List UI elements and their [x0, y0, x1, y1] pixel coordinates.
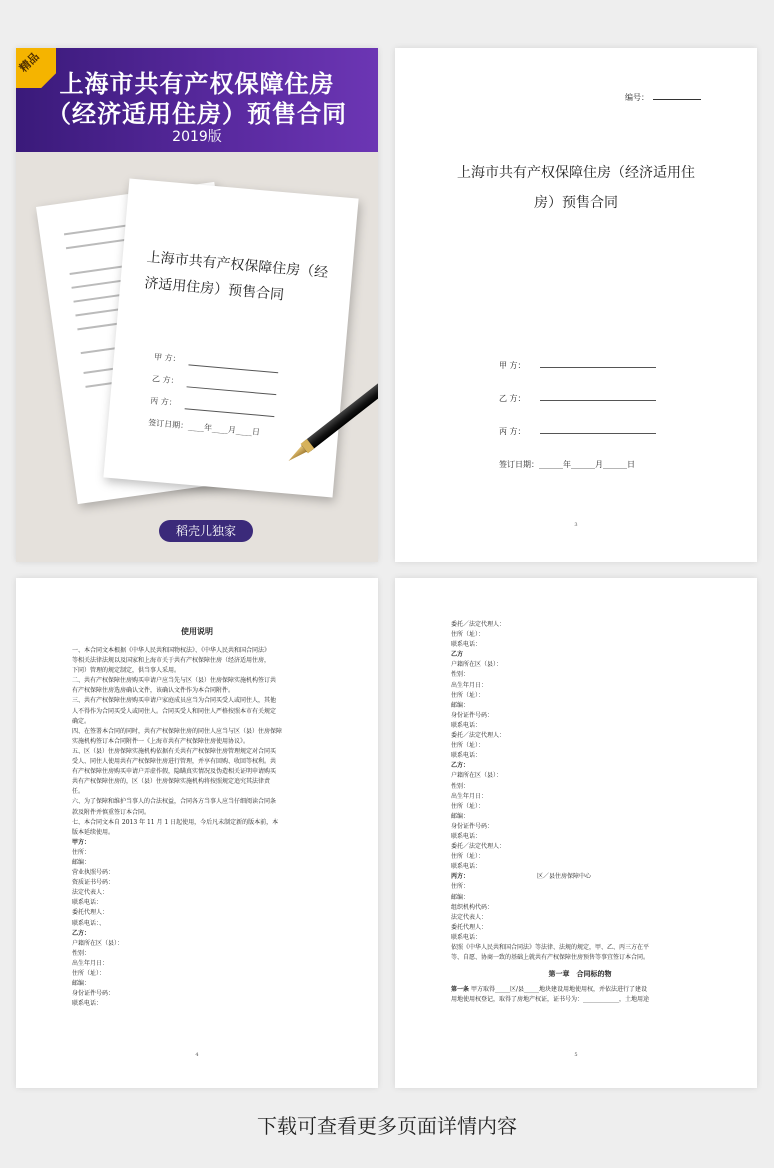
party-field: 资质证书号码： — [72, 879, 115, 887]
party-field: 住所（址）： — [451, 802, 485, 810]
party-field: 联系电话： — [451, 641, 482, 649]
instruction-line: 任。 — [72, 788, 85, 796]
party-field: 法定代表人： — [72, 889, 109, 897]
cover-banner — [16, 48, 378, 152]
party-field: 出生年月日： — [72, 959, 109, 967]
paper-doc-title: 上海市共有产权保障住房（经济适用住房）预售合同 — [143, 249, 329, 304]
party-field: 性别： — [451, 671, 470, 679]
party-b-line: 乙 方： — [499, 393, 656, 404]
download-prompt: 下载可查看更多页面详情内容 — [257, 1114, 517, 1138]
party-field: 住所（址）： — [451, 853, 485, 861]
front-paper-illustration — [103, 179, 358, 498]
party-c-row: 丙方： 区／县住房保障中心 — [451, 873, 592, 881]
party-field: 住所（址）： — [451, 631, 485, 639]
instruction-line: 一、本合同文本根据《中华人民共和国物权法》、《中华人民共和国合同法》 — [72, 647, 271, 654]
paper-party-a: 甲 方： — [154, 351, 279, 373]
party-field: 性别： — [72, 949, 91, 957]
party-field: 性别： — [451, 782, 470, 790]
party-field: 委托／法定代理人： — [451, 621, 506, 628]
page-number: 5 — [574, 1052, 578, 1058]
party-field: 甲方： — [72, 838, 91, 846]
party-field: 委托／法定代理人： — [451, 732, 506, 740]
party-field: 委托／法定代理人： — [451, 843, 506, 851]
page-number: 4 — [195, 1052, 199, 1058]
party-field: 联系电话： — [451, 752, 482, 760]
instruction-line: 七、本合同文本自 2013 年 11 月 1 日起使用，今后凡未制定新的版本前，本 — [72, 818, 279, 826]
instructions-body — [72, 646, 330, 1009]
preamble-line: 等、自愿、协商一致的基础上就共有产权保障住房预售等事宜签订本合同。 — [451, 954, 650, 962]
party-field: 邮编： — [451, 701, 470, 709]
instruction-line: 共有产权保障住房的，区（县）住房保障实施机构将按照规定追究其法律责 — [72, 778, 271, 786]
party-field: 邮编： — [72, 858, 91, 866]
party-field: 身份证件号码： — [451, 711, 494, 719]
page-3 — [395, 48, 757, 562]
party-a-line: 甲 方： — [499, 360, 656, 371]
party-field: 乙方： — [72, 929, 91, 937]
instruction-line: 有产权保障住房购买申请户弄虚作假，隐瞒真实情况及伪造相关证明申请购买 — [72, 768, 277, 776]
doc-number: 编号： — [625, 92, 701, 103]
instruction-line: 四、在签署本合同的同时，共有产权保障住房的同住人应当与区（县）住房保障 — [72, 727, 283, 735]
chapter-heading: 第一章 合同标的物 — [548, 969, 612, 979]
party-field: 委托代理人： — [72, 909, 109, 917]
instruction-line: 下同）管理的规定制定，供当事人采用。 — [72, 667, 181, 675]
party-field: 营业执照号码： — [72, 869, 115, 877]
instruction-line: 有产权保障住房选房确认文件，该确认文件作为本合同附件。 — [72, 687, 235, 695]
party-field: 户籍所在区（县）： — [451, 772, 503, 780]
instruction-line: 实施机构签订本合同附件一《上海市共有产权保障住房使用协议》。 — [72, 737, 250, 745]
party-field: 身份证件号码： — [72, 990, 115, 998]
cover-title-line2: （经济适用住房）预售合同 — [47, 100, 347, 128]
paper-sign-date: 签订日期：____年____月____日 — [147, 418, 261, 437]
instructions-heading: 使用说明 — [181, 626, 213, 636]
cover-title-line1: 上海市共有产权保障住房 — [59, 70, 335, 98]
party-field: 户籍所在区（县）： — [72, 939, 124, 947]
brand-label: 稻壳儿独家 — [159, 520, 253, 542]
instruction-line: 五、区（县）住房保障实施机构依据有关共有产权保障住房管理规定对合同买 — [72, 747, 277, 755]
party-c-field: 委托代理人： — [451, 923, 488, 931]
cover-edition: 2019版 — [172, 129, 222, 145]
party-field: 邮编： — [451, 812, 470, 820]
instruction-line: 版本延续使用。 — [72, 828, 115, 836]
party-field: 邮编： — [72, 980, 91, 988]
instruction-line: 六、为了保障和维护当事人的合法权益，合同各方当事人应当仔细阅读合同条 — [72, 798, 277, 806]
party-field: 联系电话： — [451, 832, 482, 840]
page-4 — [16, 578, 378, 1088]
party-field: 住所（址）： — [72, 970, 106, 977]
party-field: 联系电话： — [72, 1000, 103, 1008]
party-field: 出生年月日： — [451, 792, 488, 800]
party-field: 出生年月日： — [451, 681, 488, 689]
party-field: 住所（址）： — [451, 742, 485, 750]
article-line: 甲方取得_____区/县_____地块建设用地使用权，并依法进行了建设 — [470, 986, 647, 994]
party-c-field: 邮编： — [451, 893, 470, 901]
party-field: 联系电话： — [451, 721, 482, 729]
party-field: 乙方 — [451, 651, 464, 659]
instruction-line: 等相关法律法规以及国家和上海市关于共有产权保障住房（经济适用住房， — [72, 657, 271, 665]
party-field: 联系电话： — [72, 899, 103, 907]
instruction-line: 三、共有产权保障住房购买申请户家庭成员应当为合同买受人或同住人，其他 — [72, 697, 277, 705]
party-field: 联系电话： — [451, 863, 482, 871]
paper-party-c: 丙 方： — [150, 395, 275, 417]
party-field: 住所： — [72, 848, 91, 856]
parties-body — [451, 620, 709, 1005]
instruction-line: 款及附件并慎重签订本合同。 — [72, 808, 151, 816]
party-field: 乙方： — [451, 762, 470, 770]
sign-date: 签订日期：______年______月______日 — [499, 460, 635, 469]
article-1: 第一条 甲方取得_____区/县_____地块建设用地使用权，并依法进行了建设 用地使用权登记，取得了房地产权证，证书号为：____________，土地用途 — [451, 985, 709, 1005]
party-c-field: 法定代表人： — [451, 913, 488, 921]
party-c-field: 联系电话： — [451, 933, 482, 941]
party-field: 身份证件号码： — [451, 822, 494, 830]
party-field: 户籍所在区（县）： — [451, 661, 503, 669]
article-line: 用地使用权登记，取得了房地产权证，证书号为：____________，土地用途 — [451, 996, 650, 1004]
page-5 — [395, 578, 757, 1088]
instruction-line: 确定。 — [72, 717, 91, 725]
party-c-field: 组织机构代码： — [451, 903, 494, 911]
party-field: 住所（址）： — [451, 691, 485, 699]
premium-badge-label: 精品 — [16, 49, 42, 75]
instruction-line: 受人、同住人使用共有产权保障住房进行管理，并享有回购、收回等权利。共 — [72, 758, 277, 766]
party-c-field: 住所： — [451, 883, 470, 891]
page-number: 3 — [574, 522, 578, 528]
instruction-line: 二、共有产权保障住房购买申请户应当先与区（县）住房保障实施机构签订共 — [72, 677, 277, 685]
contract-title: 上海市共有产权保障住房（经济适用住房）预售合同 — [457, 165, 695, 211]
paper-party-b: 乙 方： — [152, 373, 277, 395]
preamble-line: 依照《中华人民共和国合同法》等法律、法规的规定，甲、乙、丙三方在平 — [451, 944, 650, 951]
party-c-line: 丙 方： — [499, 426, 656, 437]
party-field: 联系电话：、 — [72, 919, 106, 927]
instruction-line: 人不得作为合同买受人或同住人。合同买受人和同住人严格按照本市有关规定 — [72, 707, 277, 715]
cover-panel — [16, 48, 378, 562]
